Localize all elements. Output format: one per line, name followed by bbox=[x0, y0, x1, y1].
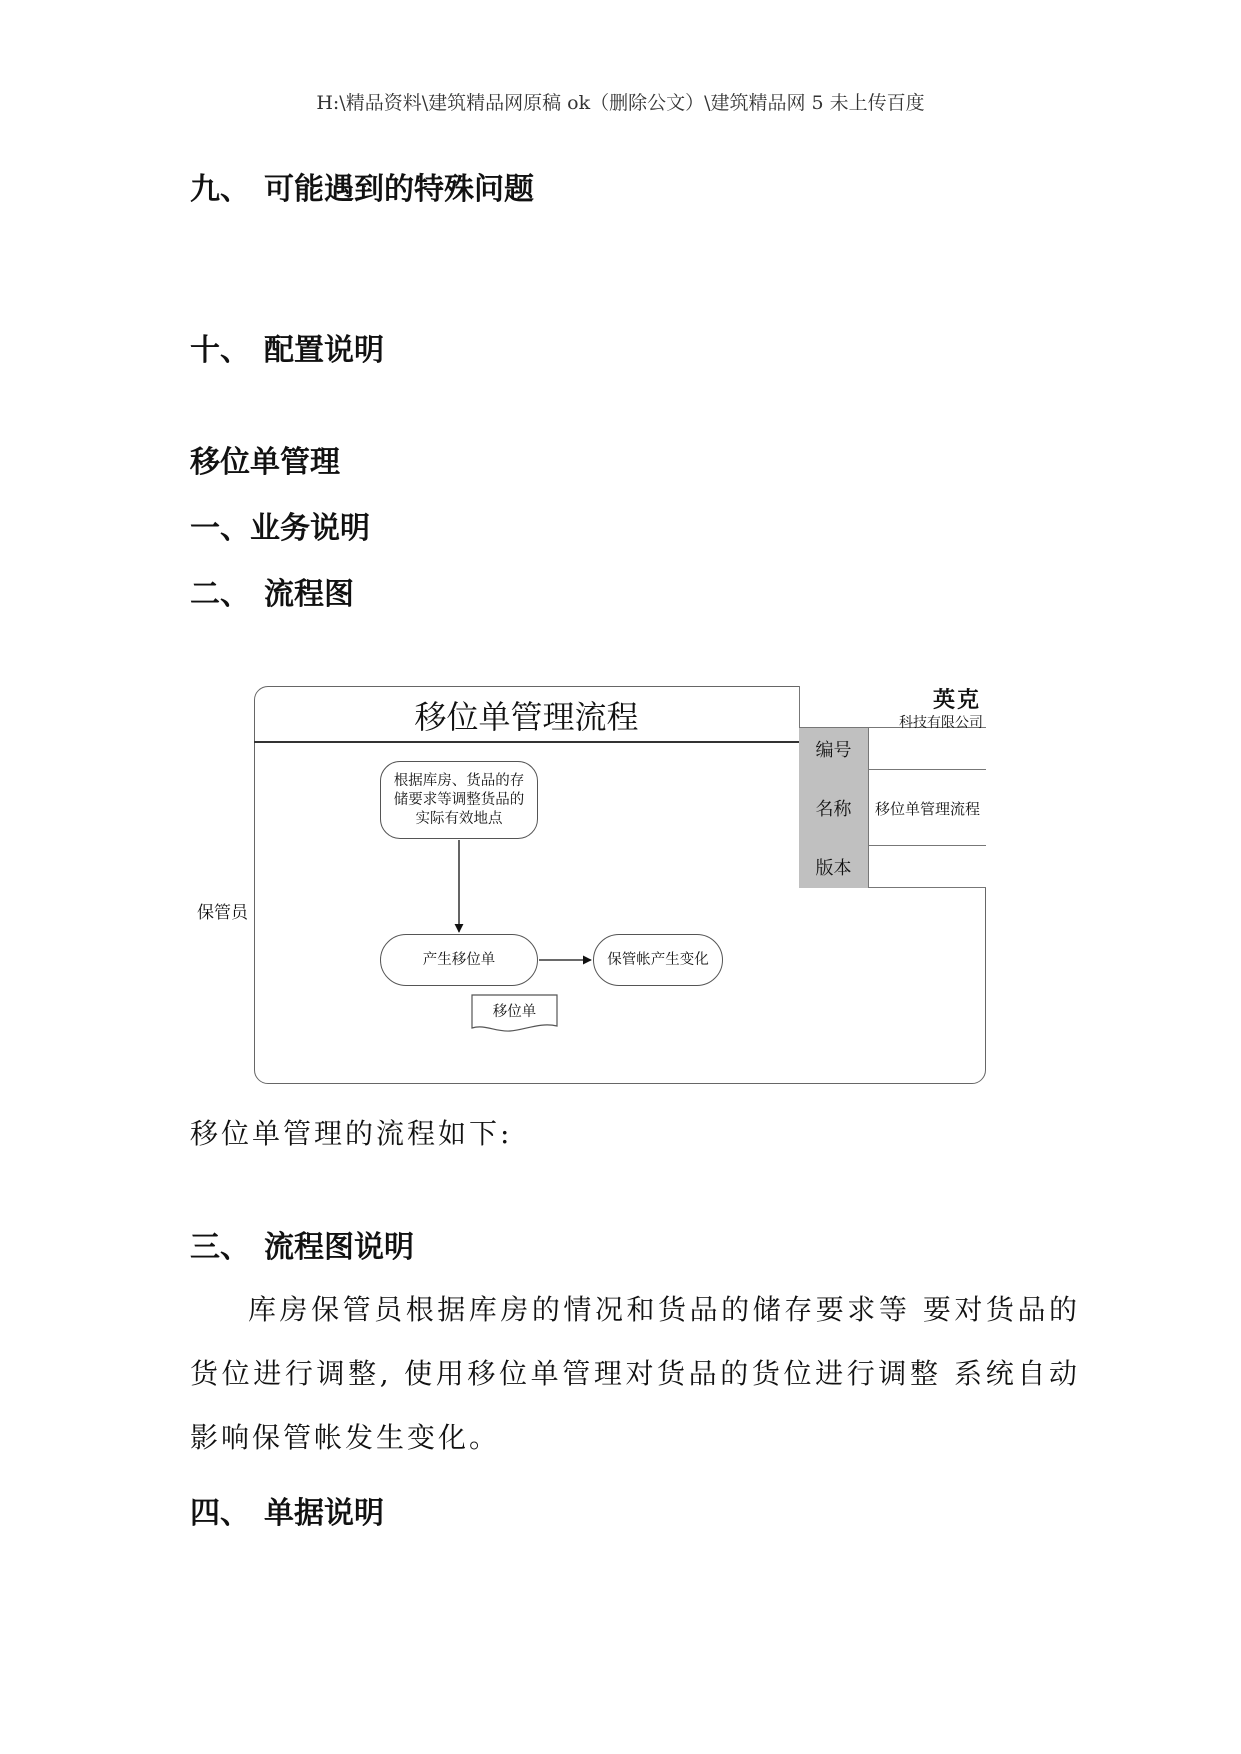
heading-title: 单据说明 bbox=[264, 1496, 384, 1531]
name-label: 名称 bbox=[799, 770, 869, 846]
flow-node-create-transfer: 产生移位单 bbox=[380, 934, 538, 986]
page-header-path: H:\精品资料\建筑精品网原稿 ok（删除公文）\建筑精品网 5 未上传百度 bbox=[316, 92, 925, 114]
module-title: 移位单管理 bbox=[190, 445, 340, 480]
heading-number: 九、 bbox=[190, 172, 250, 207]
heading-document-explanation bbox=[190, 1488, 384, 1532]
flow-node-requirement: 根据库房、货品的存储要求等调整货品的实际有效地点 bbox=[380, 761, 538, 839]
heading-title: 配置说明 bbox=[264, 333, 384, 368]
heading-business-description: 一、业务说明 bbox=[190, 511, 370, 546]
heading-flowchart-explanation bbox=[190, 1222, 414, 1266]
heading-number: 二、 bbox=[190, 577, 250, 612]
flow-node-ledger-change: 保管帐产生变化 bbox=[593, 934, 723, 986]
heading-title: 流程图 bbox=[264, 577, 354, 612]
document-label: 移位单 bbox=[492, 1004, 537, 1020]
heading-title: 流程图说明 bbox=[264, 1230, 414, 1265]
heading-number: 四、 bbox=[190, 1496, 250, 1531]
code-label: 编号 bbox=[799, 728, 869, 770]
swimlane-label: 保管员 bbox=[197, 903, 248, 923]
heading-number: 三、 bbox=[190, 1230, 250, 1265]
flowchart-title: 移位单管理流程 bbox=[414, 698, 639, 736]
flowchart-caption: 移位单管理的流程如下: bbox=[190, 1117, 513, 1150]
company-subtitle: 科技有限公司 bbox=[899, 715, 983, 731]
version-label: 版本 bbox=[799, 846, 869, 888]
flowchart-description-paragraph: 库房保管员根据库房的情况和货品的储存要求等 要对货品的货位进行调整, 使用移位单管理对货品的货位进行调整 系统自动影响保管帐发生变化。 bbox=[190, 1293, 1080, 1454]
heading-number: 十、 bbox=[190, 333, 250, 368]
heading-title: 可能遇到的特殊问题 bbox=[264, 172, 534, 207]
name-value: 移位单管理流程 bbox=[874, 799, 980, 818]
company-name: 英克 bbox=[932, 688, 981, 713]
